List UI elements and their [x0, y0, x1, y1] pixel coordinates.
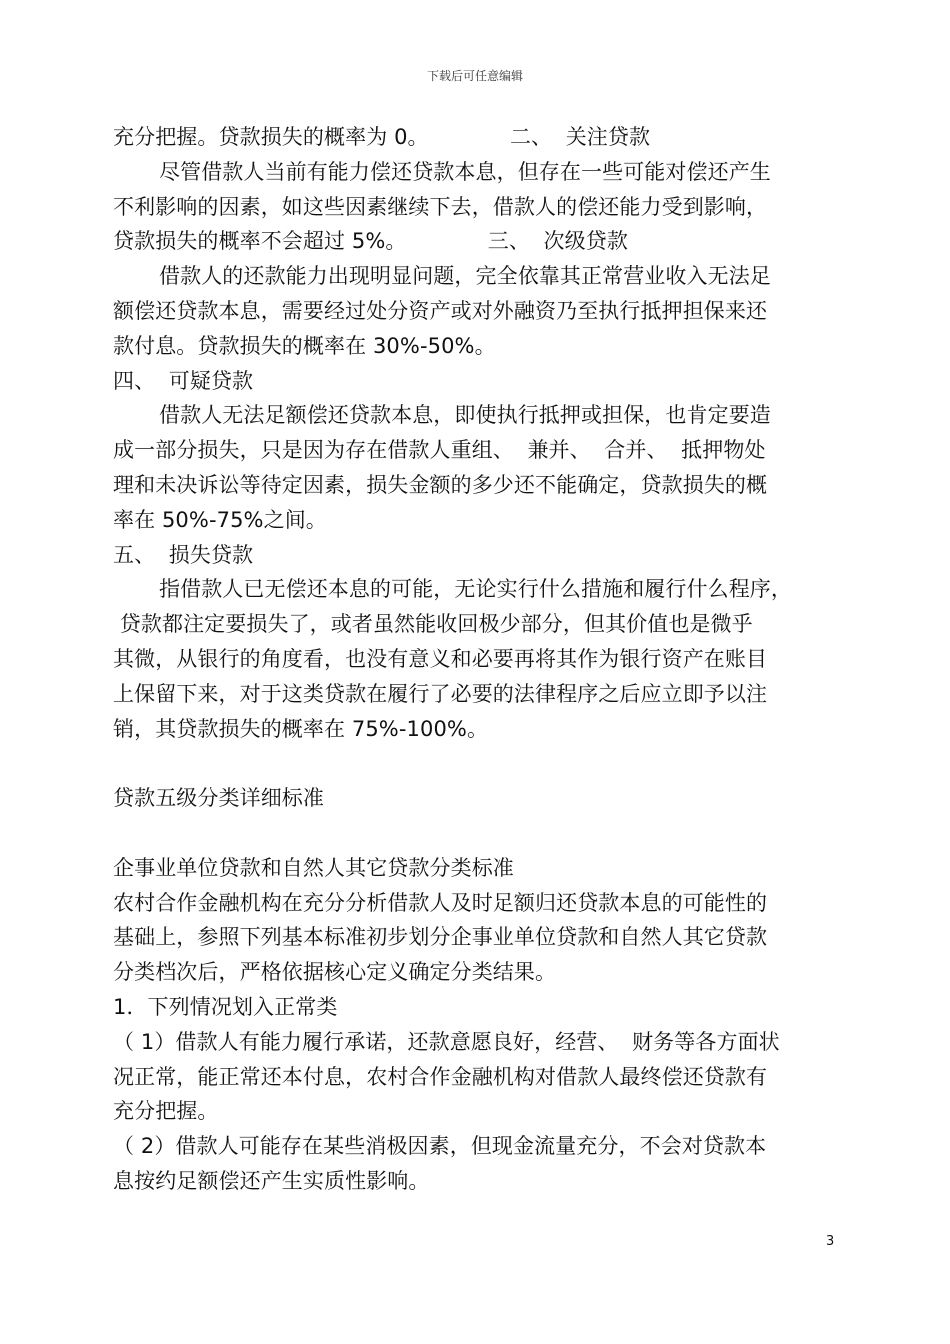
text-line: 借款人无法足额偿还贷款本息，即使执行抵押或担保，也肯定要造 — [159, 403, 771, 428]
document-body — [113, 120, 843, 1199]
list-item-line: （ 2）借款人可能存在某些消极因素，但现金流量充分，不会对贷款本 — [113, 1134, 767, 1159]
text-line: 销，其贷款损失的概率在 75%-100%。 — [113, 716, 489, 741]
text-line: 理和未决诉讼等待定因素，损失金额的多少还不能确定，贷款损失的概 — [113, 472, 768, 497]
list-heading: 1．下列情况划入正常类 — [113, 994, 338, 1019]
text-line: 款付息。贷款损失的概率在 30%-50%。 — [113, 333, 496, 358]
text-line: 上保留下来，对于这类贷款在履行了必要的法律程序之后应立即予以注 — [113, 681, 768, 706]
text-line: 贷款都注定要损失了，或者虽然能收回极少部分，但其价值也是微乎 — [113, 612, 753, 637]
list-item-line: （ 1）借款人有能力履行承诺，还款意愿良好，经营、 财务等各方面状 — [113, 1029, 780, 1054]
text-line: 充分把握。贷款损失的概率为 0。 二、 关注贷款 — [113, 125, 651, 149]
page-header: 下载后可任意编辑 — [426, 69, 523, 83]
list-item-line: 况正常，能正常还本付息，农村合作金融机构对借款人最终偿还贷款有 — [113, 1064, 768, 1089]
page-number: 3 — [826, 1234, 835, 1249]
text-line: 指借款人已无偿还本息的可能，无论实行什么措施和履行什么程序， — [159, 577, 792, 602]
list-item-line: 息按约足额偿还产生实质性影响。 — [113, 1168, 430, 1193]
section-heading: 五、 损失贷款 — [113, 542, 254, 567]
paragraph-gap — [113, 746, 843, 781]
text-line: 成一部分损失，只是因为存在借款人重组、 兼并、 合并、 抵押物处 — [113, 438, 766, 463]
text-line: 不利影响的因素，如这些因素继续下去，借款人的偿还能力受到影响， — [113, 194, 768, 219]
paragraph-gap — [113, 816, 843, 851]
text-line: 率在 50%-75%之间。 — [113, 507, 327, 532]
text-line: 其微，从银行的角度看，也没有意义和必要再将其作为银行资产在账目 — [113, 646, 768, 671]
subsection-title: 企事业单位贷款和自然人其它贷款分类标准 — [113, 855, 514, 880]
text-line: 借款人的还款能力出现明显问题，完全依靠其正常营业收入无法足 — [159, 264, 771, 289]
list-item-line: 充分把握。 — [113, 1099, 219, 1124]
text-line: 贷款损失的概率不会超过 5%。 三、 次级贷款 — [113, 229, 628, 254]
text-line: 尽管借款人当前有能力偿还贷款本息，但存在一些可能对偿还产生 — [159, 159, 771, 184]
text-line: 分类档次后，严格依据核心定义确定分类结果。 — [113, 960, 557, 985]
text-line: 基础上，参照下列基本标准初步划分企事业单位贷款和自然人其它贷款 — [113, 925, 768, 950]
section-title: 贷款五级分类详细标准 — [113, 786, 324, 811]
text-line: 农村合作金融机构在充分分析借款人及时足额归还贷款本息的可能性的 — [113, 890, 768, 915]
text-line: 额偿还贷款本息，需要经过处分资产或对外融资乃至执行抵押担保来还 — [113, 298, 768, 323]
section-heading: 四、 可疑贷款 — [113, 368, 254, 393]
